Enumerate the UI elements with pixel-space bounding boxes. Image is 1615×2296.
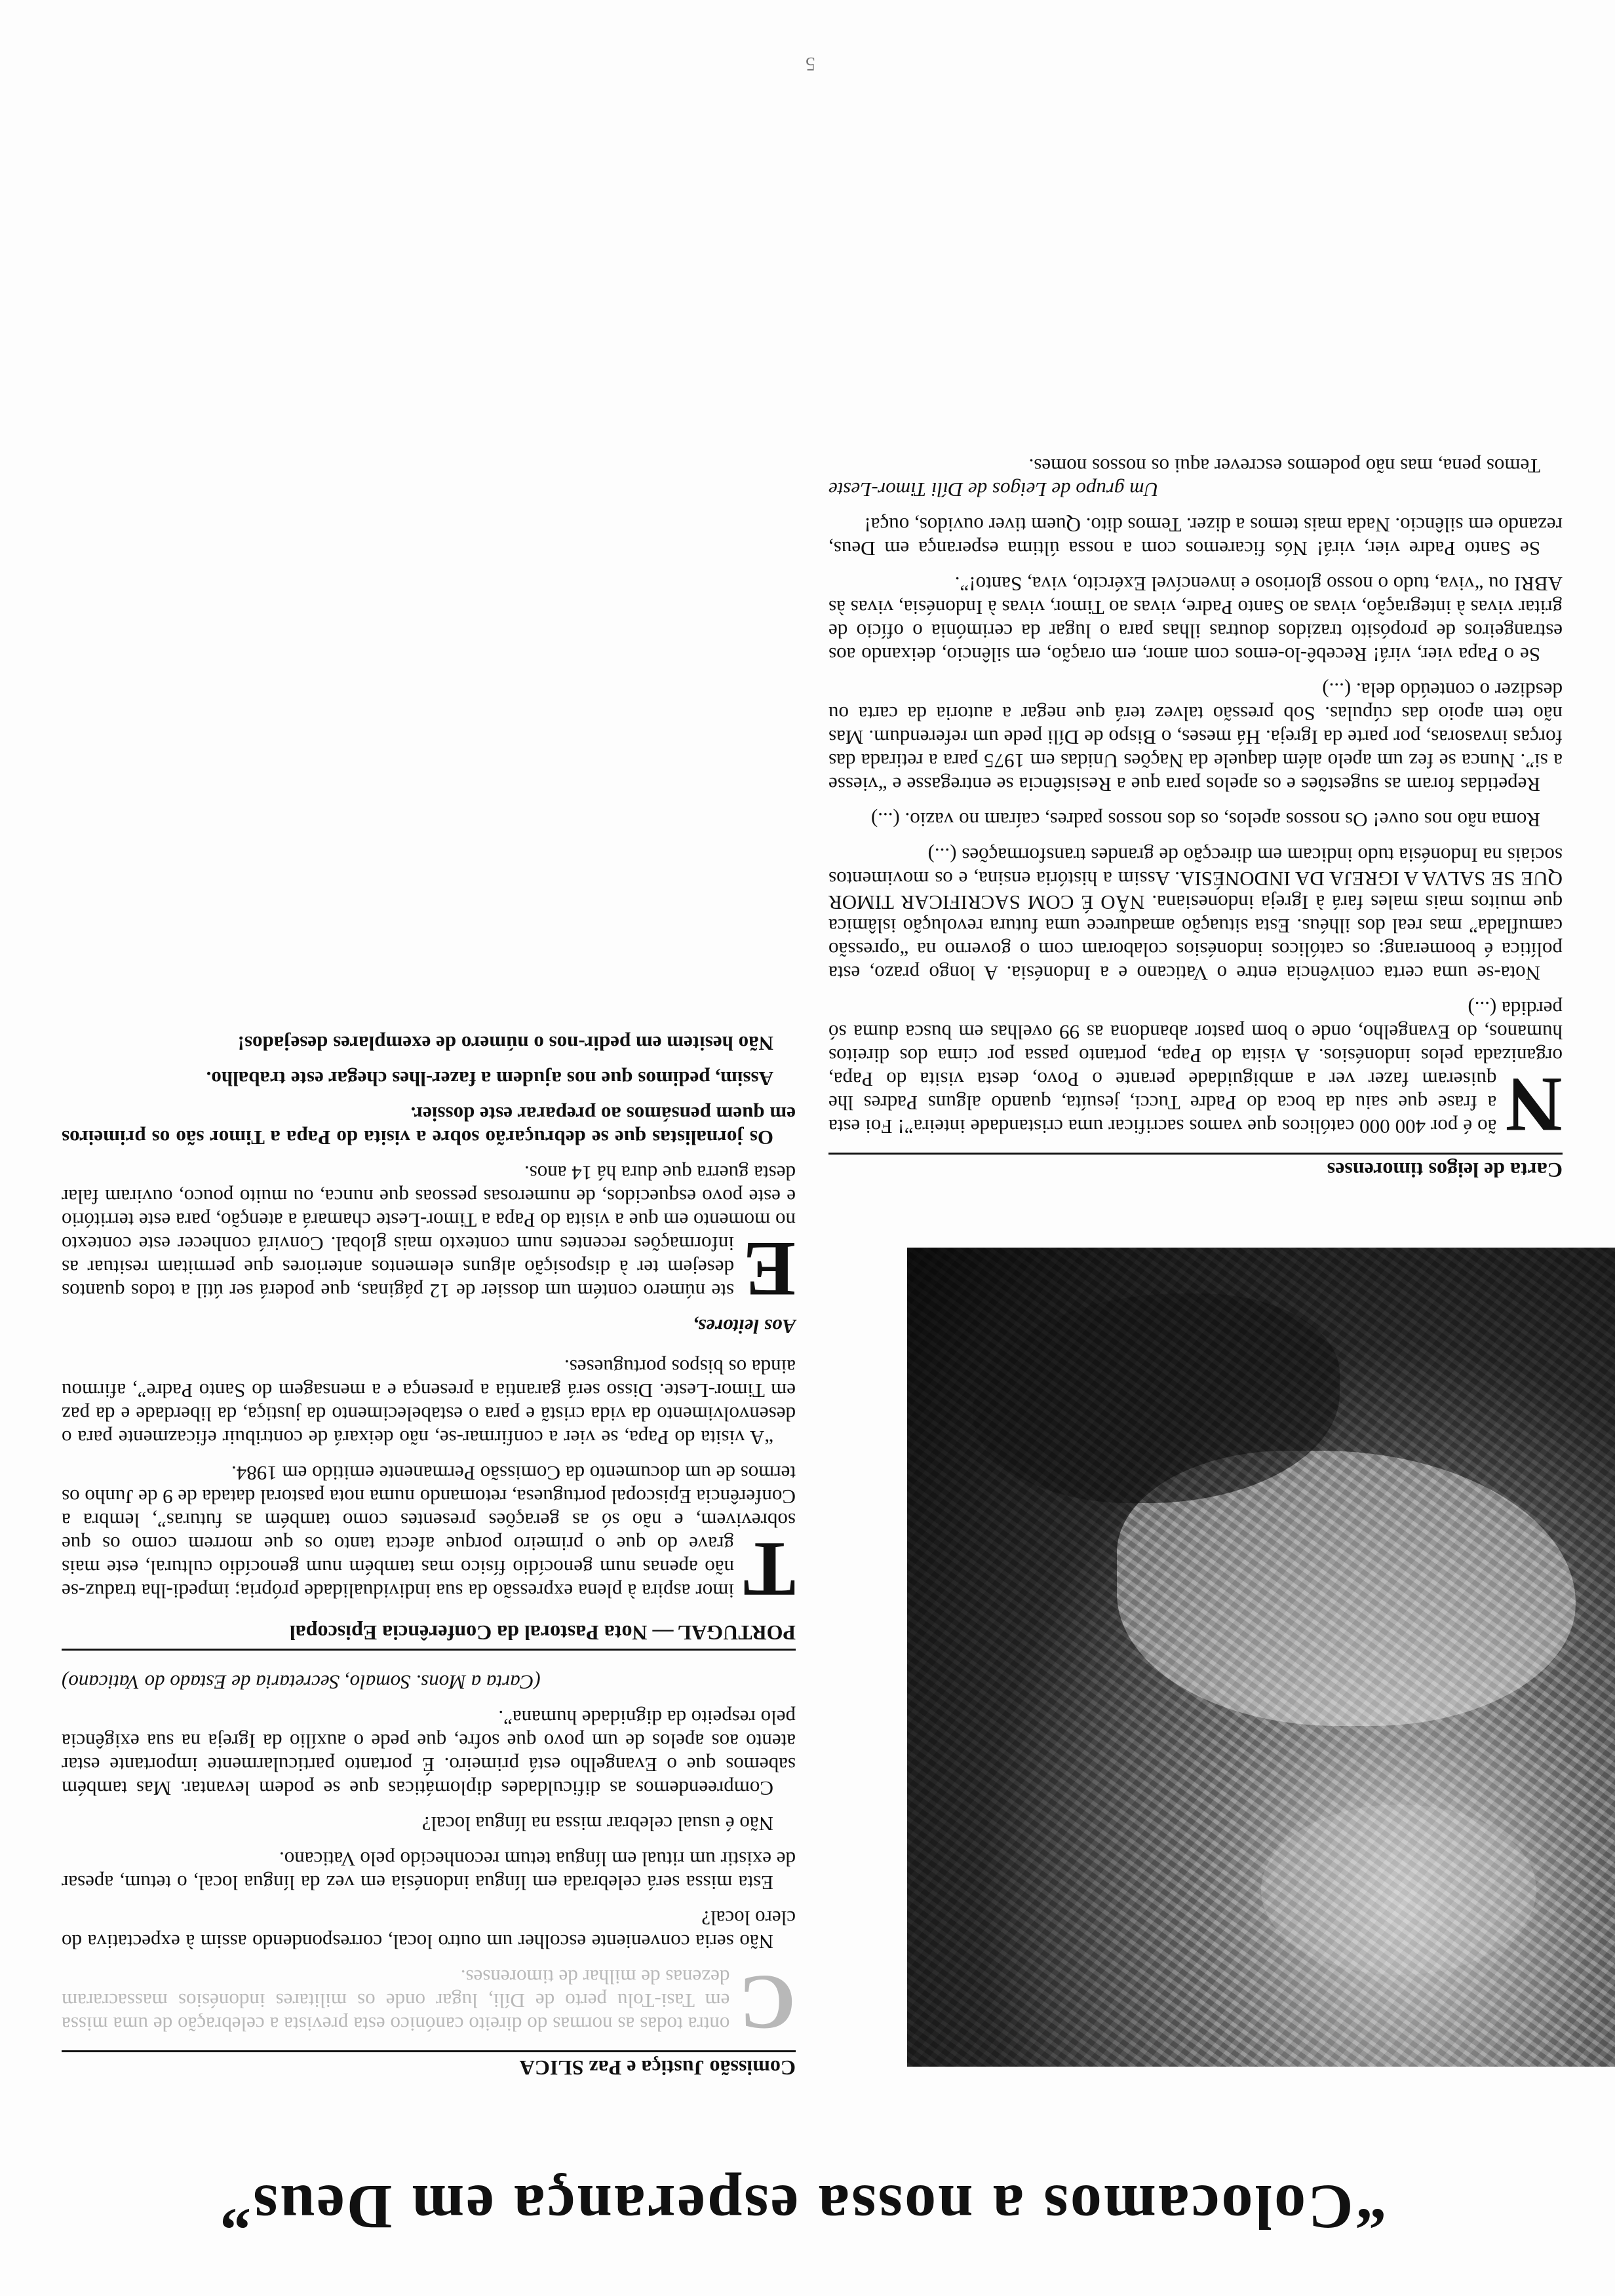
paragraph: Não hesitem em pedir-nos o número de exemplares desejados! xyxy=(237,1032,773,1055)
page-title: “Colocamos a nossa esperança em Deus” xyxy=(218,2172,1387,2242)
paragraph: Assim, pedimos que nos ajudem a fazer-lhes chegar este trabalho. xyxy=(206,1067,773,1090)
paragraph xyxy=(62,1161,796,1313)
signature: (Carta a Mons. Somalo, Secretaria de Estado do Vaticano) xyxy=(62,1671,541,1694)
paragraph xyxy=(828,843,1563,985)
paragraph-text: ão é por 400 000 católicos que vamos sacrificar uma cristandade inteira”! Foi esta a frase que saiu da boca do Padre Tucci, jesuíta, quando alguns Padres lhe quiseram fazer ver a ambiguidade perante o Povo, desta visita do Papa, organizada pelos indonésios. A visita do Papa, portanto passa por cima dos direitos humanos, do Evangelho, onde o bom pastor abandona as 99 ovelhas em busca duma só perdida (...) xyxy=(828,997,1563,1138)
page-number: 5 xyxy=(806,53,815,75)
emphasized-text: NÃO É COM SACRIFICAR TIMOR QUE SE SALVA A IGREJA DA INDONÉSIA. xyxy=(828,868,1563,914)
paragraph-text: Assim a história ensina, e os movimentos sociais na Indonésia tudo indicam em direcção de grandes transformações (...) xyxy=(828,844,1563,890)
paragraph: Não seria conveniente escolher um outro local, correspondendo assim à expectativa do clero local? xyxy=(62,1907,796,1953)
paragraph: Não é usual celebrar missa na língua local? xyxy=(421,1812,773,1835)
left-article-column xyxy=(62,1020,796,2080)
paragraph: Se Santo Padre vier, virá! Nós ficaremos com a nossa última esperança em Deus, rezando em silêncio. Nada mais temos a dizer. Temos dito. Quem tiver ouvidos, ouça! xyxy=(828,514,1563,560)
paragraph-text: imor aspira à plena expressão da sua individualidade própria; impedi-lha traduz-se não apenas num genocídio físico mas também num genocídio cultural, este mais grave do que o primeiro porque afecta tanto os que morrem como os que sobrevivem, e não só as gerações presentes como também as futuras”, lembra a Conferência Episcopal portuguesa, retomando numa nota pastoral datada de 9 de Junho os termos de um documento da Comissão Permanente emitido em 1984. xyxy=(62,1462,796,1603)
faded-paragraph xyxy=(62,1959,796,2046)
section-title-justice-peace: Comissão Justiça e Paz SLICA xyxy=(62,2050,796,2080)
dropcap: E xyxy=(743,1226,796,1313)
right-article-column xyxy=(828,442,1563,1182)
paragraph: Os jornalistas que se debruçarão sobre a visita do Papa a Timor são os primeiros em quem pensámos ao preparar este dossier. xyxy=(62,1103,796,1149)
readers-heading: Aos leitores, xyxy=(693,1315,796,1338)
dropcap: C xyxy=(739,1959,796,2046)
footnote: Temos pena, mas não podemos escrever aqui os nossos nomes. xyxy=(1028,455,1540,478)
dropcap: T xyxy=(743,1526,796,1613)
signature: Um grupo de Leigos de Díli Timor-Leste xyxy=(828,478,1159,501)
paragraph xyxy=(62,1461,796,1613)
dropcap: N xyxy=(1506,1062,1563,1149)
paragraph: Esta missa será celebrada em língua indonésia em vez da língua local, o tetum, apesar de existir um ritual em língua tetum reconhecido pelo Vaticano. xyxy=(62,1848,796,1894)
faded-paragraph-text: ontra todas as normas do direito canónico esta prevista a celebração de uma missa em Tasi-Tolu perto de Díli, lugar onde os militares indonésios massacraram dezenas de milhar de timorenses. xyxy=(62,1966,730,2036)
section-title-portugal: PORTUGAL — Nota Pastoral da Conferência Episcopal xyxy=(62,1617,796,1651)
paragraph: “A visita do Papa, se vier a confirmar-se, não deixará de contribuir eficazmente para o desenvolvimento da vida cristã e para o estabelecimento da justiça, da liberdade e da paz em Timor-Leste. Disso será garantia a presença e a mensagem do Santo Padre”, afirmou ainda os bispos portugueses. xyxy=(62,1356,796,1449)
paragraph: Compreendemos as dificuldades diplomáticas que se podem levantar. Mas também sabemos que o Evangelho está primeiro. É portanto particularmente importante estar atento aos apelos de um povo que sofre, que pede o auxílio da Igreja na sua exigência pelo respeito da dignidade humana”. xyxy=(62,1706,796,1800)
paragraph: Roma não nos ouve! Os nossos apelos, os dos nossos padres, caíram no vazio. (...) xyxy=(870,809,1540,832)
paragraph-text: ste número contém um dossier de 12 páginas, que poderá ser útil a todos quantos desejem ter à disposição alguns elementos anteriores que permitam resituar as informações recentes num contexto mais global. Convirá conhecer este contexto no momento em que a visita do Papa a Timor-Leste chamará a atenção, para este território e este povo esquecidos, de numerosas pessoas que nunca, ou muito pouco, ouviram falar desta guerra que dura há 14 anos. xyxy=(62,1162,796,1303)
photo-image xyxy=(907,1248,1615,2067)
paragraph: Se o Papa vier, virá! Recebê-lo-emos com amor, em oração, em silêncio, deixando aos estrangeiros de propósito trazidos doutras ilhas para o lugar da cerimónia o ofício de gritar vivas à integração, vivas ao Santo Padre, vivas ao Timor, vivas à Indonésia, vivas às ABRI ou “viva, tudo o nosso glorioso e invencível Exército, viva, Santo!”. xyxy=(828,573,1563,666)
paragraph: Repetidas foram as sugestões e os apelos para que a Resistência se entregasse e “viesse a si”. Nunca se fez um apelo além daquele da Nações Unidas em 1975 para a retirada das forças invasoras, por parte da Igreja. Há meses, o Bispo de Díli pede um referendum. Mas não tem apoio das cúpulas. Sob pressão talvez terá que negar a autoria da carta ou desdizer o conteúdo dela. (...) xyxy=(828,679,1563,796)
section-title-lay-letter: Carta de leigos timorenses xyxy=(828,1153,1563,1182)
paragraph-text: Nota-se uma certa conivência entre o Vaticano e a Indonésia. A longo prazo, esta política é boomerang: os católicos indonésios colaboram com o governo na “opressão camuflada” mas real dos ilhéus. Esta situação amadurece uma futura revolução islâmica que muitos mais males fará à Igreja indonesiana. xyxy=(828,891,1563,985)
paragraph xyxy=(828,997,1563,1149)
